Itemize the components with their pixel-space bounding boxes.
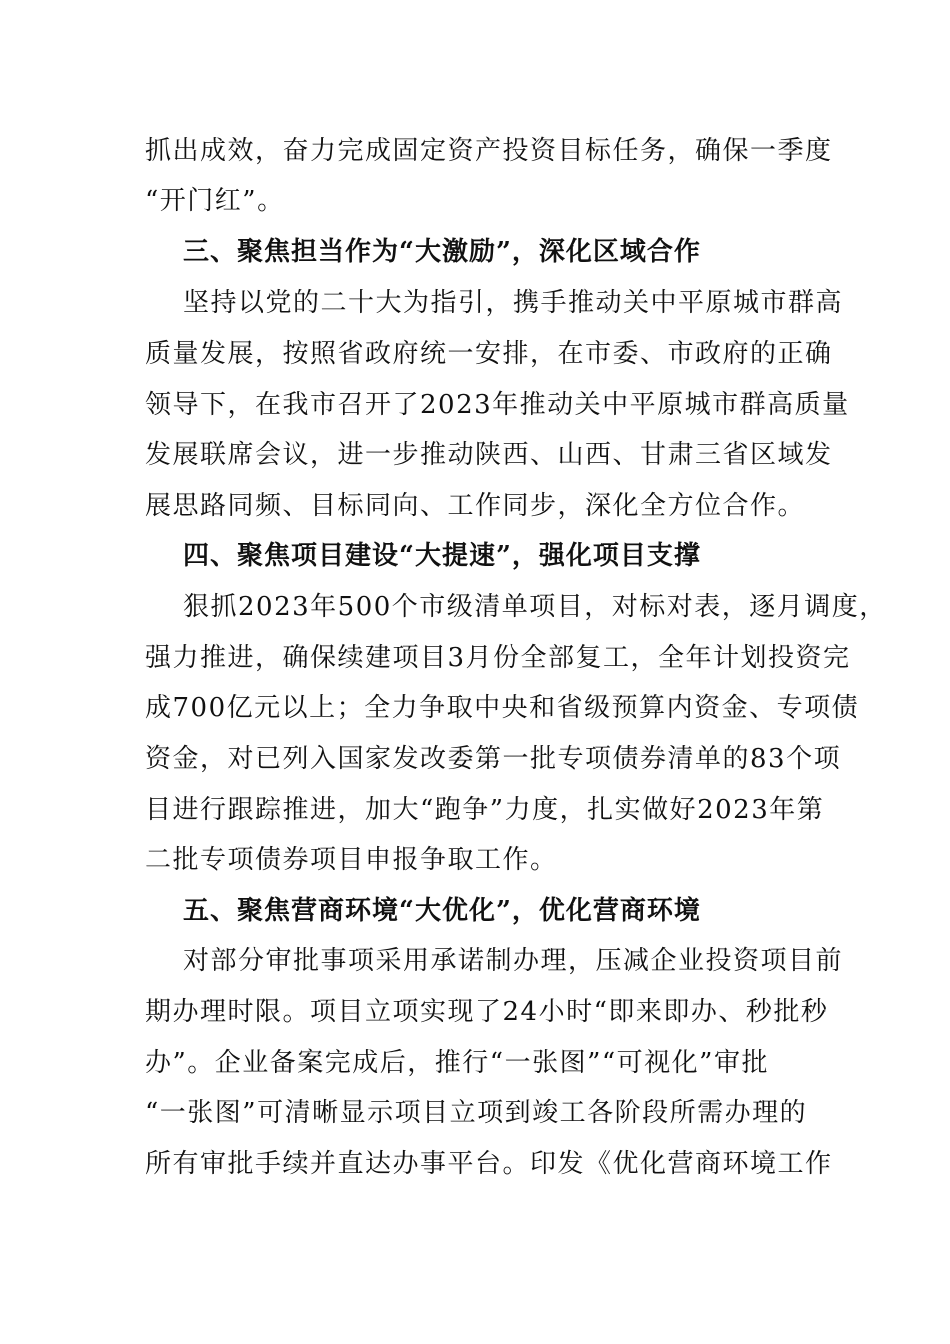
paragraph-line: 资金，对已列入国家发改委第一批专项债券清单的83个项 [145,744,842,774]
paragraph-line: 狠抓2023年500个市级清单项目，对标对表，逐月调度， [183,592,887,622]
section-heading-5: 五、聚焦营商环境“大优化”，优化营商环境 [183,896,701,926]
paragraph-line: “一张图”可清晰显示项目立项到竣工各阶段所需办理的 [145,1098,808,1128]
paragraph-line: “开门红”。 [145,186,285,216]
paragraph-line: 领导下，在我市召开了2023年推动关中平原城市群高质量 [145,390,850,420]
paragraph-line: 所有审批手续并直达办事平台。印发《优化营商环境工作 [145,1149,833,1179]
paragraph-line: 坚持以党的二十大为指引，携手推动关中平原城市群高 [183,288,844,318]
paragraph-line: 期办理时限。项目立项实现了24小时“即来即办、秒批秒 [145,997,829,1027]
section-heading-3: 三、聚焦担当作为“大激励”，深化区域合作 [183,237,701,267]
paragraph-line: 成700亿元以上；全力争取中央和省级预算内资金、专项债 [145,693,860,723]
paragraph-line: 二批专项债券项目申报争取工作。 [145,845,558,875]
paragraph-line: 发展联席会议，进一步推动陕西、山西、甘肃三省区域发 [145,440,833,470]
paragraph-line: 展思路同频、目标同向、工作同步，深化全方位合作。 [145,491,806,521]
paragraph-line: 质量发展，按照省政府统一安排，在市委、市政府的正确 [145,339,833,369]
paragraph-line: 目进行跟踪推进，加大“跑争”力度，扎实做好2023年第 [145,795,825,825]
paragraph-line: 办”。企业备案完成后，推行“一张图”“可视化”审批 [145,1048,769,1078]
section-heading-4: 四、聚焦项目建设“大提速”，强化项目支撑 [183,541,701,571]
paragraph-line: 抓出成效，奋力完成固定资产投资目标任务，确保一季度 [145,136,833,166]
paragraph-line: 强力推进，确保续建项目3月份全部复工，全年计划投资完 [145,643,851,673]
paragraph-line: 对部分审批事项采用承诺制办理，压减企业投资项目前 [183,946,844,976]
